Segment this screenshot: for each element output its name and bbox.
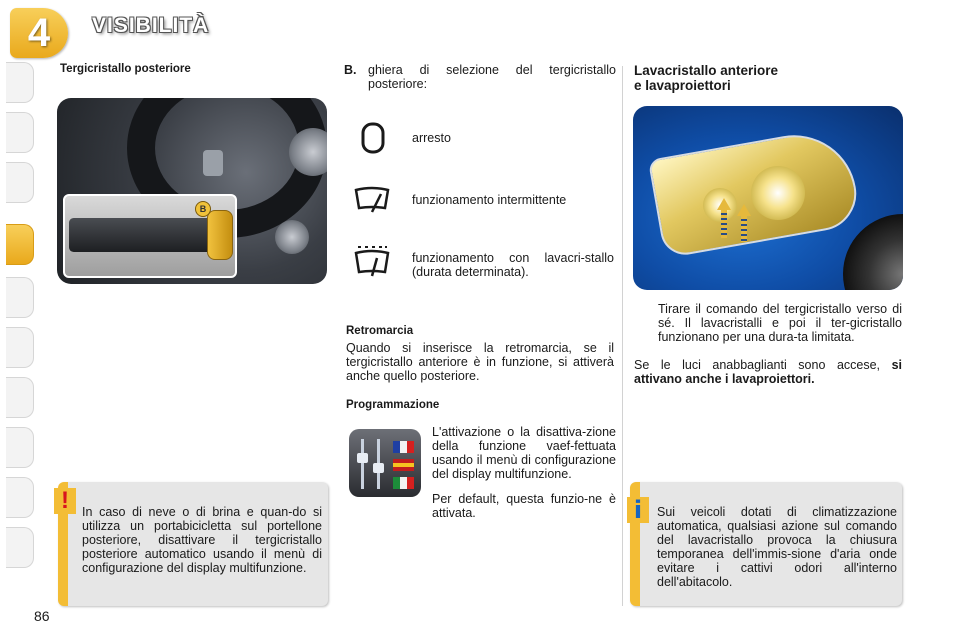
chapter-number: 4: [27, 11, 51, 55]
menu-sliders-icon: [349, 429, 421, 497]
side-tab-6[interactable]: [6, 327, 34, 368]
washer-instruction-text: Tirare il comando del tergicristallo verso di sé. Il lavacristalli e poi il ter-gicristallo funzionano per una dura-ta limitata.: [658, 302, 902, 344]
section-title-front-washer: [634, 63, 778, 93]
arrow-up-icon: [737, 204, 751, 216]
chapter-badge: [10, 8, 68, 58]
section-title-line-2: e lavaproiettori: [634, 78, 731, 93]
b-text: ghiera di selezione del tergicristallo posteriore:: [368, 63, 616, 91]
steering-column-photo: [57, 98, 327, 284]
section-heading-programming: Programmazione: [346, 399, 440, 411]
page-number: 86: [34, 608, 50, 624]
headlamp-photo: [633, 106, 903, 290]
side-tab-3[interactable]: [6, 162, 34, 203]
side-tab-5[interactable]: [6, 277, 34, 318]
wiper-washer-icon: [353, 244, 391, 280]
programming-text: L'attivazione o la disattiva-zione della funzione vaef-fettuata usando il menù di configurazione del display multifunzione.: [432, 425, 616, 481]
side-tab-4-active[interactable]: [6, 224, 34, 265]
ignition-dial: [275, 220, 309, 254]
info-icon: i: [627, 497, 649, 523]
wiper-off-icon: [360, 122, 386, 154]
reverse-text: Quando si inserisce la retromarcia, se il tergicristallo anteriore è in funzione, si attiverà anche quello posteriore.: [346, 341, 614, 383]
display-menu-image: [349, 429, 421, 497]
page-title: VISIBILITÀ: [92, 14, 210, 37]
info-text: Sui veicoli dotati di climatizzazione automatica, qualsiasi azione sul comando del lavacristallo provoca la chiusura temporanea dell'immis-sione d'aria onde evitare i cattivi odori all'interno dell'abitacolo.: [657, 505, 897, 589]
washer-note-text: Se le luci anabbaglianti sono accese,: [634, 358, 892, 372]
section-heading-rear-wiper: Tergicristallo posteriore: [60, 63, 191, 75]
side-tab-2[interactable]: [6, 112, 34, 153]
mode-label-washer: funzionamento con lavacri-stallo (durata determinata).: [412, 251, 614, 279]
warning-text: In caso di neve o di brina e quan-do si utilizza un portabicicletta sul portellone posteriore, disattivare il tergicristallo posteriore automatico usando il menù di configurazione del display multifunzione.: [82, 505, 322, 575]
arrow-stem-right: [741, 216, 747, 242]
side-tab-8[interactable]: [6, 427, 34, 468]
warning-icon: !: [54, 488, 76, 514]
mode-label-off: arresto: [412, 131, 451, 145]
mode-label-intermittent: funzionamento intermittente: [412, 193, 567, 207]
tire: [843, 214, 903, 290]
brand-logo: [203, 150, 223, 176]
b-label: B.: [344, 63, 357, 77]
arrow-stem-left: [721, 210, 727, 238]
section-title-line-1: Lavacristallo anteriore: [634, 63, 779, 78]
arrow-up-icon: [717, 198, 731, 210]
headlamp-lens-main: [751, 166, 805, 220]
selector-ring-b: [207, 210, 233, 260]
washer-note: [634, 358, 902, 386]
chapter-side-tabs: [6, 62, 36, 582]
callout-b: B: [195, 201, 211, 217]
programming-default-text: Per default, questa funzio-ne è attivata.: [432, 492, 616, 520]
washer-note-bold: si attivano anche i lavaproiettori.: [634, 358, 902, 386]
section-heading-reverse: Retromarcia: [346, 325, 414, 337]
wiper-intermittent-icon: [353, 186, 391, 216]
side-tab-7[interactable]: [6, 377, 34, 418]
side-tab-1[interactable]: [6, 62, 34, 103]
column-divider: [622, 66, 623, 606]
side-tab-10[interactable]: [6, 527, 34, 568]
side-tab-9[interactable]: [6, 477, 34, 518]
